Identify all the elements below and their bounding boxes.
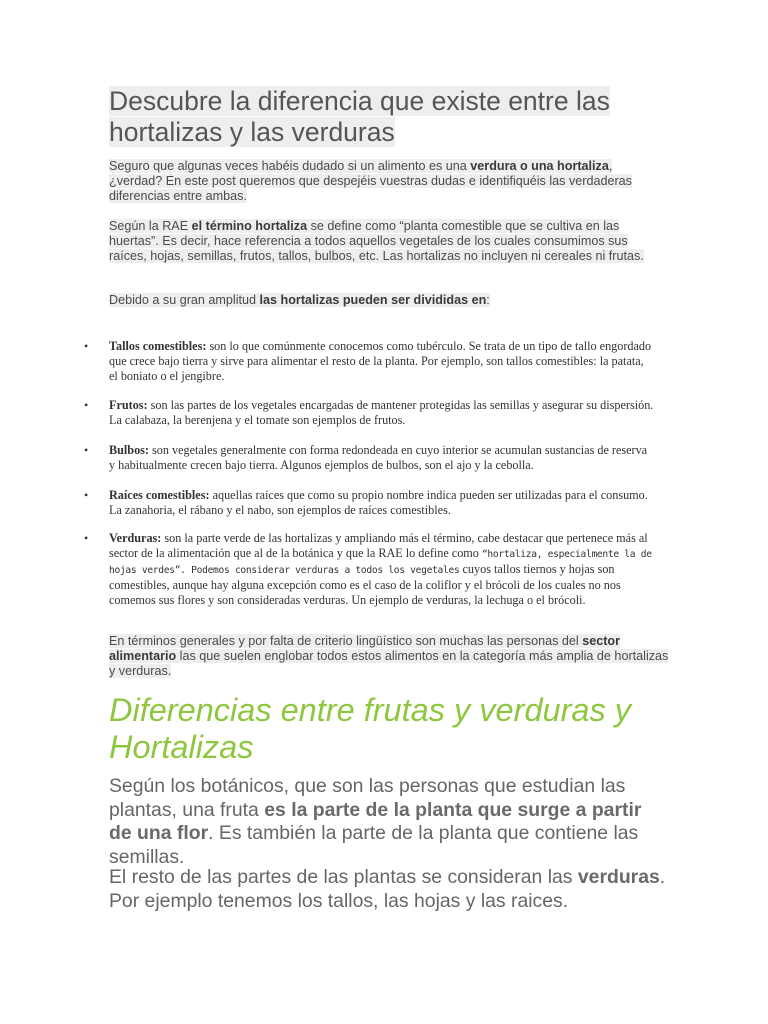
- section-heading: Diferencias entre frutas y verduras y Hortalizas: [109, 692, 632, 765]
- title-line-1: Descubre la diferencia que existe entre las: [109, 86, 610, 116]
- intro-paragraph-2: [109, 219, 669, 264]
- list-item-description: son las partes de los vegetales encargadas de mantener protegidas las semillas y asegurar su dispersión. La calabaza, la berenjena y el tomate son ejemplos de frutos.: [109, 398, 654, 427]
- bullet-icon: •: [84, 398, 89, 412]
- botanical-paragraph: [109, 775, 669, 869]
- p1-bold: verdura o una hortaliza: [470, 159, 609, 173]
- list-item-term: Tallos comestibles:: [109, 339, 207, 353]
- rae-definition-quote: “hortaliza, especialmente la de hojas verdes”. Podemos considerar verduras a todos los vegetales: [109, 549, 652, 576]
- list-item-description-a: son la parte verde de las hortalizas y ampliando más el término, cabe destacar que pertenece más al sector de la alimentación que al de la botánica y que la RAE lo define como: [109, 531, 648, 560]
- p2-bold: el término hortaliza: [191, 219, 308, 233]
- summary-paragraph: [109, 634, 669, 679]
- p3-text-a: Debido a su gran amplitud: [109, 293, 260, 307]
- list-item-text: [109, 443, 654, 473]
- p3-bold: las hortalizas pueden ser divididas en: [259, 293, 487, 307]
- bullet-icon: •: [84, 443, 89, 457]
- list-item-text: [109, 398, 654, 428]
- verduras-paragraph: [109, 866, 669, 913]
- list-item-text: [109, 488, 654, 518]
- intro-paragraph-3: [109, 293, 669, 308]
- p5-text-a: Según los botánicos, que son las personas que estudian las plantas, una fruta: [109, 775, 626, 821]
- bullet-icon: •: [84, 339, 89, 353]
- p2-text-a: Según la RAE: [109, 219, 192, 233]
- article-title: [109, 86, 649, 148]
- title-line-2: hortalizas y las verduras: [109, 117, 395, 147]
- list-item-term: Raíces comestibles:: [109, 488, 210, 502]
- p5-text-b: . Es también la parte de la planta que contiene las semillas.: [109, 822, 639, 868]
- list-item-description-b: cuyos tallos tiernos y hojas son comestibles, aunque hay alguna excepción como es el caso de la coliflor y el brócoli de los cuales no nos comemos sus flores y son consideradas verduras. Un ejemplo de verduras, la lechuga o el brócoli.: [109, 562, 621, 607]
- list-item-term: Bulbos:: [109, 443, 149, 457]
- p6-text-a: El resto de las partes de las plantas se consideran las: [109, 866, 578, 888]
- intro-paragraph-1: [109, 159, 669, 204]
- p1-text-a: Seguro que algunas veces habéis dudado si un alimento es una: [109, 159, 471, 173]
- list-item-text: [109, 339, 654, 384]
- list-item-text: [109, 531, 654, 608]
- list-item-term: Verduras:: [109, 531, 162, 545]
- p6-text-b: . Por ejemplo tenemos los tallos, las hojas y las raices.: [109, 866, 666, 912]
- bullet-icon: •: [84, 531, 89, 545]
- p5-bold: es la parte de la planta que surge a partir de una flor: [109, 798, 642, 844]
- p1-text-b: , ¿verdad? En este post queremos que despejéis vuestras dudas e identifiquéis las verdaderas diferencias entre ambas.: [109, 159, 632, 203]
- list-item-description: son vegetales generalmente con forma redondeada en cuyo interior se acumulan sustancias de reserva y habitualmente crecen bajo tierra. Algunos ejemplos de bulbos, son el ajo y la cebolla.: [109, 443, 648, 472]
- p4-text-a: En términos generales y por falta de criterio lingüístico son muchas las personas del: [109, 634, 583, 648]
- list-item-term: Frutos:: [109, 398, 148, 412]
- p3-text-b: :: [486, 293, 490, 307]
- list-item-description: son lo que comúnmente conocemos como tubérculo. Se trata de un tipo de tallo engordado que crece bajo tierra y sirve para alimentar el resto de la planta. Por ejemplo, son tallos comestibles: la patata, el boniato o el jengibre.: [109, 339, 652, 383]
- p4-bold: sector alimentario: [109, 634, 621, 663]
- bullet-icon: •: [84, 488, 89, 502]
- p6-bold: verduras: [577, 866, 660, 888]
- list-item-description: aquellas raíces que como su propio nombre indica pueden ser utilizadas para el consumo. La zanahoria, el rábano y el nabo, son ejemplos de raíces comestibles.: [109, 488, 648, 517]
- p2-text-b: se define como “planta comestible que se cultiva en las huertas”. Es decir, hace referencia a todos aquellos vegetales de los cuales consumimos sus raíces, hojas, semillas, frutos, tallos, bulbos, etc. Las hortalizas no incluyen ni cereales ni frutas.: [109, 219, 644, 263]
- p4-text-b: las que suelen englobar todos estos alimentos en la categoría más amplia de hortalizas y verduras.: [109, 649, 669, 678]
